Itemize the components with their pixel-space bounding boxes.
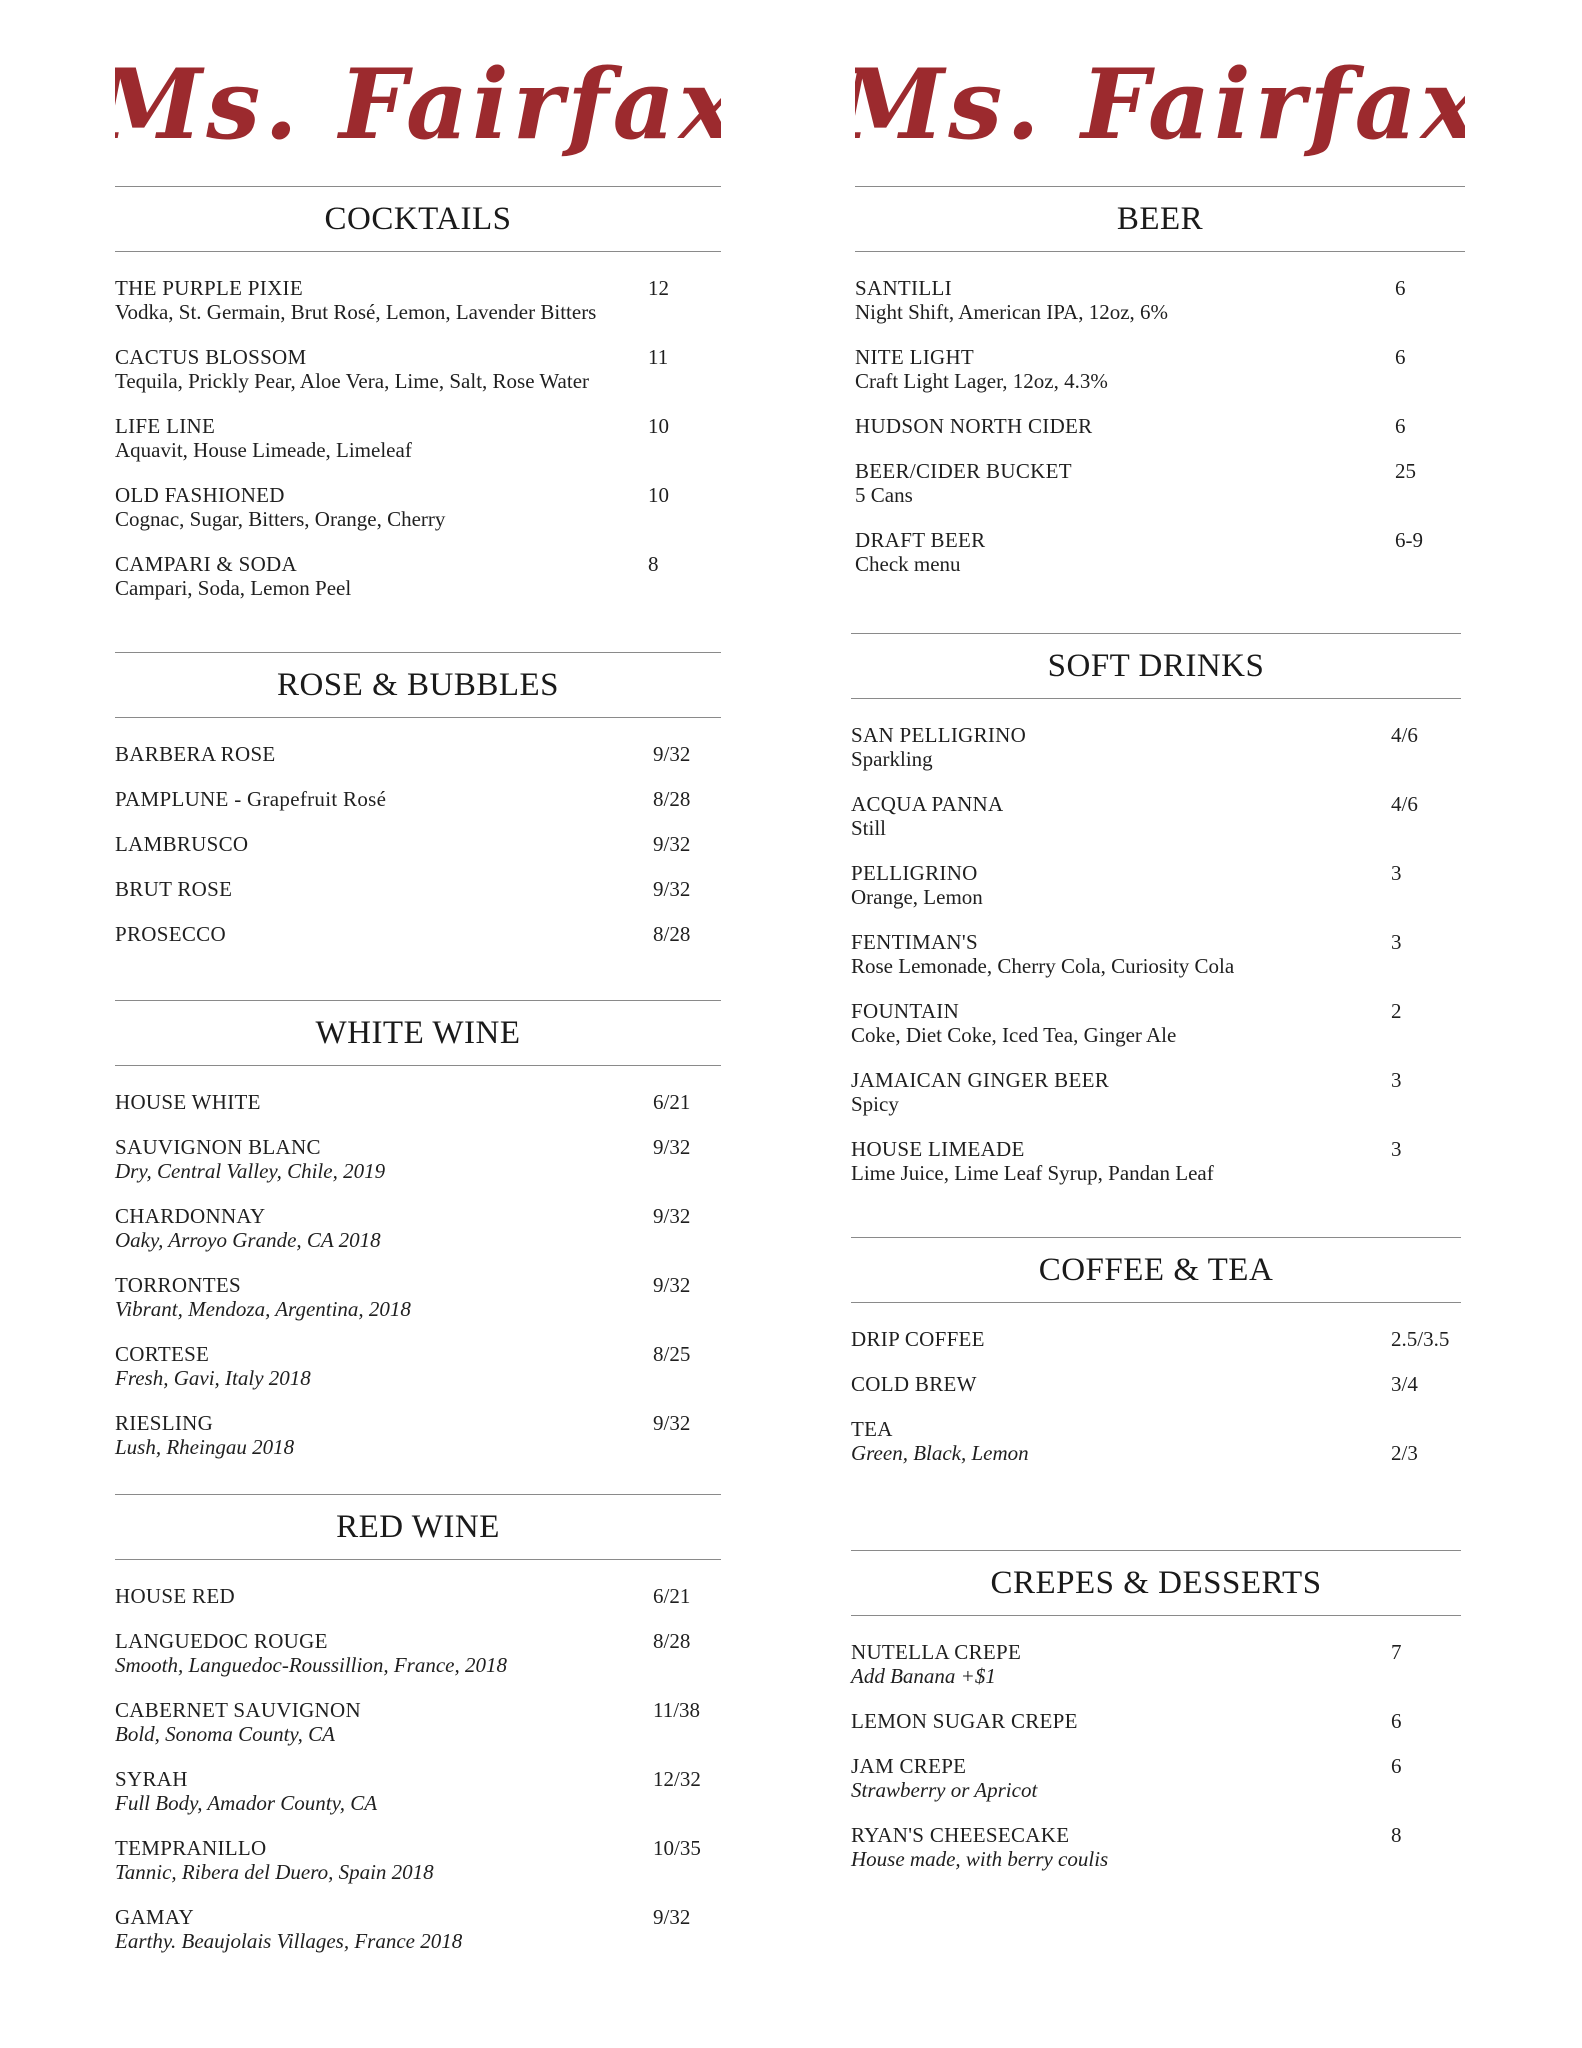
menu-item: [851, 1068, 1461, 1116]
menu-item: [115, 1273, 721, 1321]
menu-item-price: 25: [1395, 459, 1416, 483]
menu-item-description: Lime Juice, Lime Leaf Syrup, Pandan Leaf: [851, 1161, 1214, 1185]
menu-item-price: 6: [1391, 1754, 1402, 1778]
menu-item-description: Craft Light Lager, 12oz, 4.3%: [855, 369, 1108, 393]
menu-item-name: LAMBRUSCO: [115, 832, 249, 856]
menu-item: [855, 528, 1465, 576]
menu-item: [851, 1823, 1461, 1871]
menu-item-name: SAN PELLIGRINO: [851, 723, 1027, 747]
menu-item-name: SYRAH: [115, 1767, 188, 1791]
menu-item-name: NUTELLA CREPE: [851, 1640, 1022, 1664]
section-title: BEER: [855, 186, 1465, 252]
menu-item-name: SAUVIGNON BLANC: [115, 1135, 321, 1159]
menu-item-description: Still: [851, 816, 887, 840]
menu-item-price: 9/32: [653, 1204, 691, 1228]
menu-item-name: GAMAY: [115, 1905, 194, 1929]
menu-item-name: CACTUS BLOSSOM: [115, 345, 307, 369]
menu-item-name: HOUSE LIMEADE: [851, 1137, 1025, 1161]
menu-item-name: TORRONTES: [115, 1273, 241, 1297]
menu-item-name: HUDSON NORTH CIDER: [855, 414, 1093, 438]
menu-item-description: 5 Cans: [855, 483, 913, 507]
menu-item-price: 9/32: [653, 1135, 691, 1159]
menu-item-price: 9/32: [653, 1411, 691, 1435]
menu-item-name: TEA: [851, 1417, 893, 1441]
menu-item-price: 3: [1391, 930, 1402, 954]
section-title: RED WINE: [115, 1494, 721, 1560]
menu-item: [851, 1640, 1461, 1688]
section-title: SOFT DRINKS: [851, 633, 1461, 699]
menu-item-name: RIESLING: [115, 1411, 214, 1435]
section-soft-drinks: [851, 633, 1461, 1206]
menu-item-description: Orange, Lemon: [851, 885, 983, 909]
menu-item-name: DRIP COFFEE: [851, 1327, 985, 1351]
menu-item-name: HOUSE WHITE: [115, 1090, 261, 1114]
menu-item: [855, 414, 1465, 438]
menu-item: [851, 1754, 1461, 1802]
section-title: COCKTAILS: [115, 186, 721, 252]
menu-item-description: Check menu: [855, 552, 961, 576]
menu-item-name: COLD BREW: [851, 1372, 977, 1396]
menu-item: [115, 832, 721, 856]
section-title: COFFEE & TEA: [851, 1237, 1461, 1303]
menu-item: [115, 787, 721, 811]
menu-item-price: 10/35: [653, 1836, 701, 1860]
section-red-wine: [115, 1494, 721, 1974]
menu-item-price: 6/21: [653, 1090, 691, 1114]
menu-item-description: Smooth, Languedoc-Roussillion, France, 2018: [115, 1653, 507, 1677]
section-cocktails: [115, 186, 721, 621]
menu-item-name: SANTILLI: [855, 276, 952, 300]
menu-item-name: CABERNET SAUVIGNON: [115, 1698, 361, 1722]
menu-item: [115, 414, 721, 462]
menu-item-price: 6-9: [1395, 528, 1423, 552]
menu-item-price: 2/3: [1391, 1441, 1418, 1465]
menu-item: [851, 1137, 1461, 1185]
menu-item: [851, 999, 1461, 1047]
menu-item-name: TEMPRANILLO: [115, 1836, 267, 1860]
menu-item-description: Earthy. Beaujolais Villages, France 2018: [115, 1929, 463, 1953]
menu-item: [115, 1090, 721, 1114]
menu-item: [115, 877, 721, 901]
menu-item-description: Tannic, Ribera del Duero, Spain 2018: [115, 1860, 434, 1884]
menu-item-price: 2.5/3.5: [1391, 1327, 1450, 1351]
menu-item-description: Tequila, Prickly Pear, Aloe Vera, Lime, Salt, Rose Water: [115, 369, 590, 393]
menu-item-description: Cognac, Sugar, Bitters, Orange, Cherry: [115, 507, 446, 531]
menu-item-price: 8/28: [653, 922, 691, 946]
menu-item: [851, 930, 1461, 978]
menu-item-price: 9/32: [653, 877, 691, 901]
menu-item-description: Night Shift, American IPA, 12oz, 6%: [855, 300, 1169, 324]
menu-item: [855, 345, 1465, 393]
menu-item-name: CAMPARI & SODA: [115, 552, 297, 576]
menu-item-price: 10: [648, 483, 669, 507]
menu-item-description: Spicy: [851, 1092, 899, 1116]
menu-item-description: Bold, Sonoma County, CA: [115, 1722, 335, 1746]
menu-item: [115, 1698, 721, 1746]
menu-item-description: Coke, Diet Coke, Iced Tea, Ginger Ale: [851, 1023, 1177, 1047]
menu-item-name: NITE LIGHT: [855, 345, 975, 369]
section-coffee-tea: [851, 1237, 1461, 1486]
menu-item-name: JAMAICAN GINGER BEER: [851, 1068, 1109, 1092]
menu-item: [115, 1342, 721, 1390]
menu-item-price: 12/32: [653, 1767, 701, 1791]
menu-item-description: Strawberry or Apricot: [851, 1778, 1038, 1802]
menu-item-name: BARBERA ROSE: [115, 742, 276, 766]
menu-item-name: BEER/CIDER BUCKET: [855, 459, 1072, 483]
menu-item: [851, 1709, 1461, 1733]
menu-item-name: RYAN'S CHEESECAKE: [851, 1823, 1070, 1847]
menu-item: [115, 345, 721, 393]
brand-wordmark: Ms. Fairfax: [855, 48, 1465, 161]
menu-item-name: CHARDONNAY: [115, 1204, 266, 1228]
menu-item-name: THE PURPLE PIXIE: [115, 276, 303, 300]
menu-item-price: 2: [1391, 999, 1402, 1023]
menu-item-price: 8: [648, 552, 659, 576]
menu-item-name: LEMON SUGAR CREPE: [851, 1709, 1078, 1733]
menu-item-price: 3: [1391, 861, 1402, 885]
menu-item-price: 11: [648, 345, 669, 369]
menu-item-description: Lush, Rheingau 2018: [115, 1435, 295, 1459]
section-crepes-desserts: [851, 1550, 1461, 1892]
section-title: CREPES & DESSERTS: [851, 1550, 1461, 1616]
menu-item: [115, 276, 721, 324]
menu-item-description: Add Banana +$1: [851, 1664, 996, 1688]
menu-item-description: Fresh, Gavi, Italy 2018: [115, 1366, 311, 1390]
menu-item: [115, 1905, 721, 1953]
menu-item-name: DRAFT BEER: [855, 528, 986, 552]
menu-item: [115, 1411, 721, 1459]
menu-item-name: PELLIGRINO: [851, 861, 978, 885]
menu-item-price: 9/32: [653, 832, 691, 856]
menu-item-description: Vodka, St. Germain, Brut Rosé, Lemon, Lavender Bitters: [115, 300, 597, 324]
menu-item-price: 7: [1391, 1640, 1402, 1664]
menu-item-price: 6: [1391, 1709, 1402, 1733]
menu-item: [115, 1767, 721, 1815]
menu-item: [115, 1135, 721, 1183]
menu-item-price: 6: [1395, 414, 1406, 438]
section-title: WHITE WINE: [115, 1000, 721, 1066]
menu-item-description: Full Body, Amador County, CA: [115, 1791, 378, 1815]
menu-item-name: PAMPLUNE - Grapefruit Rosé: [115, 787, 387, 811]
menu-item-description: Dry, Central Valley, Chile, 2019: [115, 1159, 386, 1183]
menu-item-price: 8/28: [653, 787, 691, 811]
menu-item-name: FOUNTAIN: [851, 999, 960, 1023]
menu-item: [855, 276, 1465, 324]
menu-item-name: FENTIMAN'S: [851, 930, 978, 954]
menu-item-price: 9/32: [653, 1905, 691, 1929]
section-white-wine: [115, 1000, 721, 1480]
menu-item-description: Campari, Soda, Lemon Peel: [115, 576, 352, 600]
menu-item-price: 11/38: [653, 1698, 701, 1722]
menu-item: [851, 723, 1461, 771]
menu-item-name: HOUSE RED: [115, 1584, 235, 1608]
menu-item: [851, 792, 1461, 840]
menu-item-price: 6: [1395, 345, 1406, 369]
menu-item-price: 3: [1391, 1068, 1402, 1092]
menu-item-name: PROSECCO: [115, 922, 226, 946]
menu-item-price: 8: [1391, 1823, 1402, 1847]
menu-item: [851, 1372, 1461, 1396]
menu-item: [115, 552, 721, 600]
menu-item: [115, 1629, 721, 1677]
menu-item-price: 3: [1391, 1137, 1402, 1161]
menu-item: [115, 483, 721, 531]
menu-item-name: LANGUEDOC ROUGE: [115, 1629, 328, 1653]
section-rose-bubbles: [115, 652, 721, 967]
menu-item-price: 12: [648, 276, 669, 300]
menu-item: [115, 922, 721, 946]
menu-item-description: Aquavit, House Limeade, Limeleaf: [115, 438, 412, 462]
brand-logo-script: [855, 40, 1465, 190]
menu-item: [115, 1204, 721, 1252]
menu-item-description: Green, Black, Lemon: [851, 1441, 1029, 1465]
menu-item-price: 4/6: [1391, 723, 1418, 747]
brand-wordmark: Ms. Fairfax: [115, 48, 721, 161]
section-title: ROSE & BUBBLES: [115, 652, 721, 718]
menu-item: [115, 1584, 721, 1608]
menu-item-description: Oaky, Arroyo Grande, CA 2018: [115, 1228, 381, 1252]
menu-item-price: 8/25: [653, 1342, 691, 1366]
menu-item-price: 6/21: [653, 1584, 691, 1608]
menu-item-price: 9/32: [653, 742, 691, 766]
menu-item: [851, 1327, 1461, 1351]
menu-item: [855, 459, 1465, 507]
menu-item-price: 3/4: [1391, 1372, 1418, 1396]
menu-item-description: Rose Lemonade, Cherry Cola, Curiosity Cola: [851, 954, 1235, 978]
menu-item: [115, 742, 721, 766]
brand-logo: [855, 40, 1465, 190]
menu-item-name: LIFE LINE: [115, 414, 216, 438]
menu-item-description: Sparkling: [851, 747, 933, 771]
menu-item-price: 6: [1395, 276, 1406, 300]
menu-item: [851, 1417, 1461, 1465]
menu-item-name: JAM CREPE: [851, 1754, 967, 1778]
menu-item-name: OLD FASHIONED: [115, 483, 285, 507]
menu-item-name: BRUT ROSE: [115, 877, 233, 901]
menu-item-description: Vibrant, Mendoza, Argentina, 2018: [115, 1297, 411, 1321]
menu-item-name: ACQUA PANNA: [851, 792, 1004, 816]
menu-item: [851, 861, 1461, 909]
menu-item-description: House made, with berry coulis: [851, 1847, 1109, 1871]
brand-logo: [115, 40, 721, 190]
menu-item-price: 4/6: [1391, 792, 1418, 816]
section-beer: [855, 186, 1465, 597]
menu-item-name: CORTESE: [115, 1342, 210, 1366]
brand-logo-script: [115, 40, 721, 190]
menu-item-price: 8/28: [653, 1629, 691, 1653]
menu-item: [115, 1836, 721, 1884]
menu-item-price: 10: [648, 414, 669, 438]
menu-item-price: 9/32: [653, 1273, 691, 1297]
